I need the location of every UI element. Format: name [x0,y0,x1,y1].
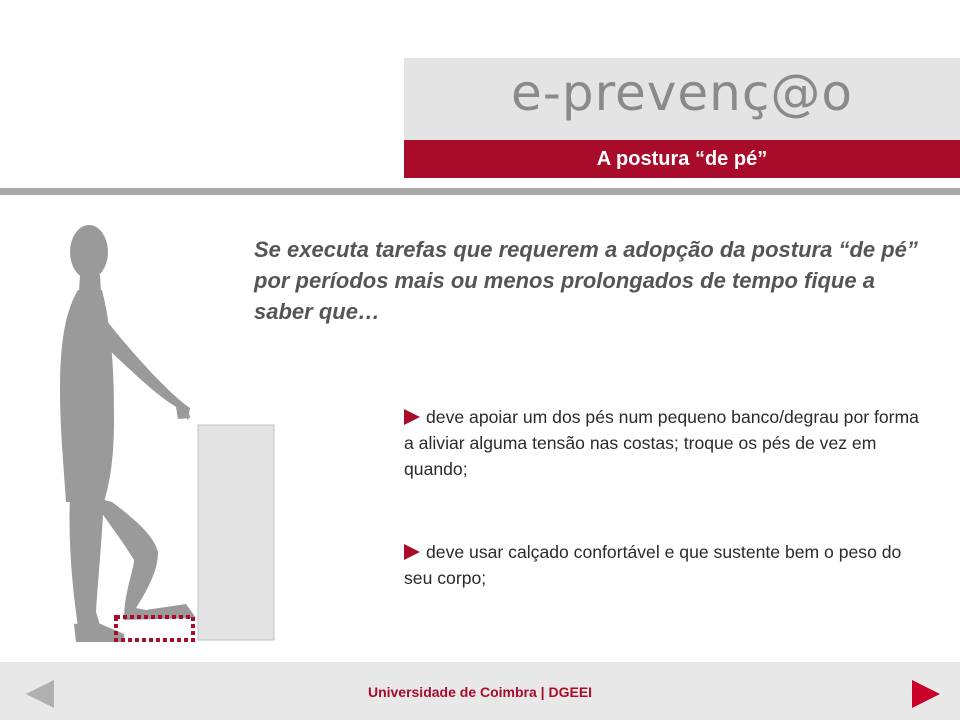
triangle-right-icon [404,409,420,425]
highlighted-foot-area [116,617,193,640]
bullet-item-2 [404,539,924,591]
arrow-right-icon[interactable] [912,680,940,708]
bullet-item-1 [404,404,924,482]
standing-figure-illustration [40,220,280,660]
step-block [198,425,274,640]
human-silhouette [60,225,196,642]
footer-bar [0,662,960,720]
logo-text: e-prevenç@o [511,64,853,122]
intro-text: Se executa tarefas que requerem a adopção da postura “de pé” por períodos mais ou menos prolongados de tempo fique a saber que… [254,237,918,324]
bullet-text: deve usar calçado confortável e que sustente bem o peso do seu corpo; [404,542,902,588]
footer-text: Universidade de Coimbra | DGEEI [367,684,593,700]
logo-banner [404,58,960,140]
bullet-text: deve apoiar um dos pés num pequeno banco/degrau por forma a aliviar alguma tensão nas costas; troque os pés de vez em quando; [404,407,919,479]
subtitle-bar [404,140,960,178]
triangle-right-icon [404,544,420,560]
slide-subtitle: A postura “de pé” [596,148,768,170]
header-divider [0,188,960,195]
